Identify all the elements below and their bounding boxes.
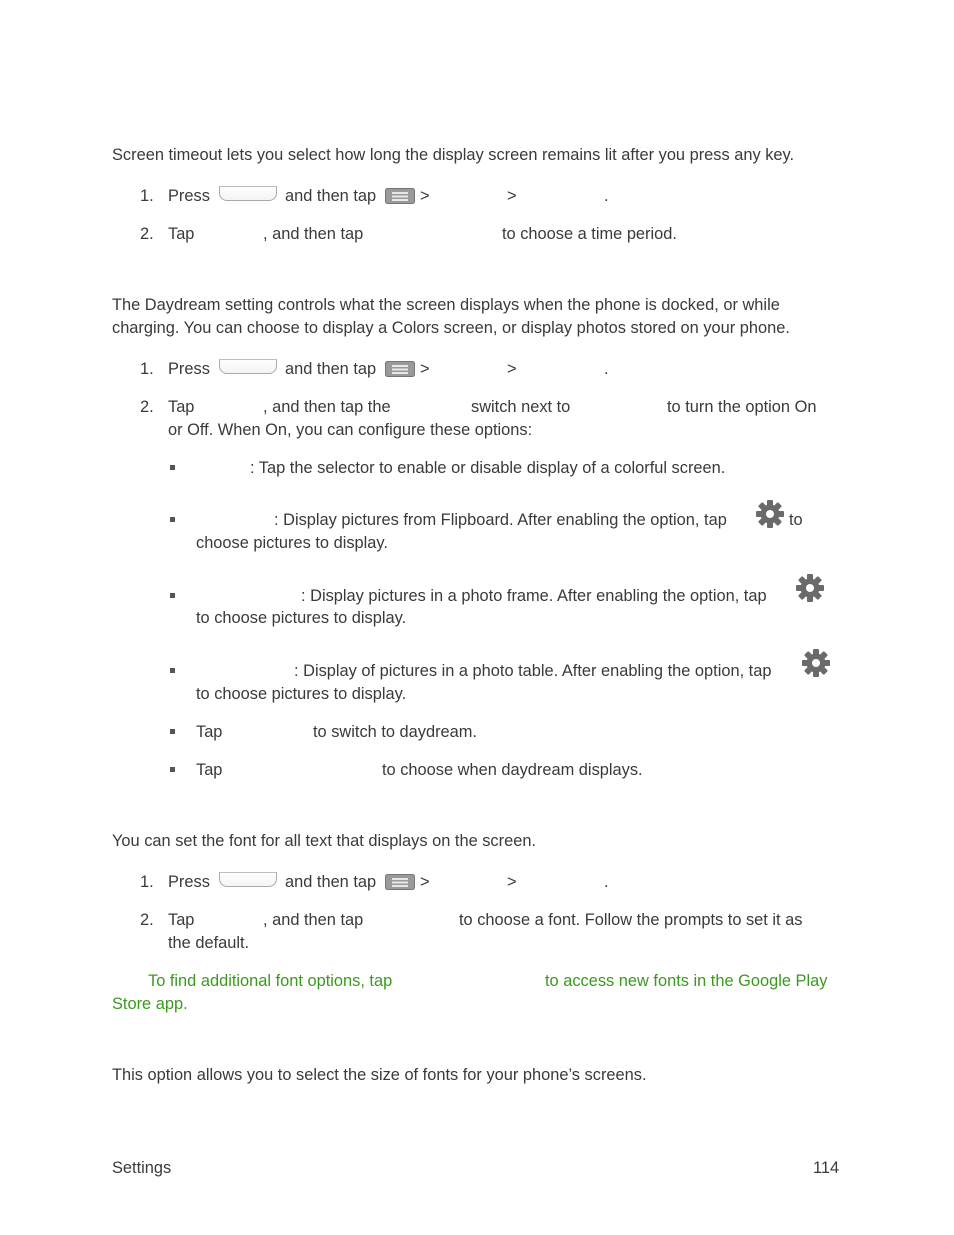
font-intro: You can set the font for all text that displays on the screen. (112, 832, 536, 850)
flipboard-option-line2: choose pictures to display. (196, 534, 388, 552)
photo-table-option-line2: to choose pictures to display. (196, 685, 407, 703)
home-key-icon (219, 186, 277, 201)
tap-text: Tap (168, 398, 195, 416)
to-text: to (789, 511, 803, 529)
tap-text: Tap (168, 911, 195, 929)
period: . (604, 873, 609, 891)
gt-separator: > (507, 187, 517, 205)
gt-separator: > (420, 187, 430, 205)
flipboard-option-text: : Display pictures from Flipboard. After enabling the option, tap (274, 511, 727, 529)
photo-frame-option-text: : Display pictures in a photo frame. After enabling the option, tap (301, 587, 767, 605)
step-rest-text: to choose a font. Follow the prompts to set it as (459, 911, 803, 929)
press-text: Press (168, 360, 210, 378)
menu-key-icon (385, 874, 415, 890)
home-key-icon (219, 872, 277, 887)
period: . (604, 360, 609, 378)
screen-timeout-intro: Screen timeout lets you select how long the display screen remains lit after you press any key. (112, 146, 795, 164)
press-text: Press (168, 873, 210, 891)
when-daydream-text: to choose when daydream displays. (382, 761, 643, 779)
tip-text: To find additional font options, tap (148, 972, 393, 990)
bullet-marker (170, 593, 175, 598)
step-number: 1. (140, 360, 154, 378)
page-number: 114 (813, 1159, 840, 1177)
switch-next-to-text: switch next to (471, 398, 571, 416)
photo-frame-option-line2: to choose pictures to display. (196, 609, 407, 627)
tip-text: to access new fonts in the Google Play (545, 972, 828, 990)
step-number: 2. (140, 225, 154, 243)
font-size-intro: This option allows you to select the size of fonts for your phone’s screens. (112, 1066, 647, 1084)
then-tap-text: and then tap (285, 187, 377, 205)
step-rest-text: to choose a time period. (502, 225, 677, 243)
daydream-intro-line1: The Daydream setting controls what the screen displays when the phone is docked, or while (112, 296, 780, 314)
then-tap-text: and then tap (285, 360, 377, 378)
gt-separator: > (420, 360, 430, 378)
step-number: 2. (140, 398, 154, 416)
step2-line2: or Off. When On, you can configure these options: (168, 421, 533, 439)
step-number: 1. (140, 187, 154, 205)
menu-key-icon (385, 188, 415, 204)
footer-section: Settings (112, 1159, 172, 1177)
start-daydream-text: to switch to daydream. (313, 723, 477, 741)
period: . (604, 187, 609, 205)
gear-icon (801, 648, 831, 678)
tip-text-line2: Store app. (112, 995, 188, 1013)
gear-icon (755, 499, 785, 529)
press-text: Press (168, 187, 210, 205)
step2-line2: the default. (168, 934, 250, 952)
home-key-icon (219, 359, 277, 374)
step-number: 2. (140, 911, 154, 929)
bullet-marker (170, 465, 175, 470)
then-tap-text: and then tap (285, 873, 377, 891)
bullet-marker (170, 668, 175, 673)
and-then-tap-text: , and then tap (263, 911, 364, 929)
colors-option-text: : Tap the selector to enable or disable display of a colorful screen. (250, 459, 726, 477)
tap-text: Tap (196, 723, 223, 741)
daydream-intro-line2: charging. You can choose to display a Colors screen, or display photos stored on your phone. (112, 319, 790, 337)
tap-text: Tap (168, 225, 195, 243)
photo-table-option-text: : Display of pictures in a photo table. After enabling the option, tap (294, 662, 772, 680)
gt-separator: > (507, 360, 517, 378)
menu-key-icon (385, 361, 415, 377)
and-then-tap-text: , and then tap (263, 225, 364, 243)
and-then-tap-the-text: , and then tap the (263, 398, 391, 416)
step-number: 1. (140, 873, 154, 891)
bullet-marker (170, 517, 175, 522)
turn-on-text: to turn the option On (667, 398, 817, 416)
bullet-marker (170, 729, 175, 734)
bullet-marker (170, 767, 175, 772)
gt-separator: > (507, 873, 517, 891)
tap-text: Tap (196, 761, 223, 779)
gear-icon (795, 573, 825, 603)
gt-separator: > (420, 873, 430, 891)
